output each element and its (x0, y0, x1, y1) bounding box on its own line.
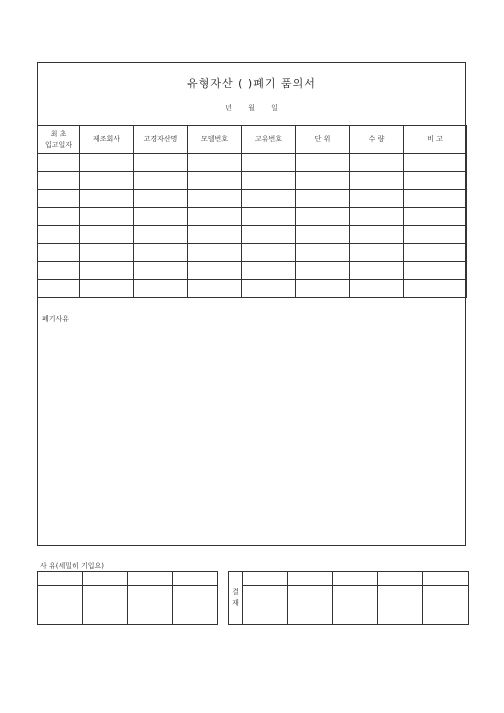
table-cell[interactable] (404, 190, 467, 208)
approval-cell (243, 586, 288, 625)
table-cell[interactable] (242, 190, 296, 208)
left-box-cell (173, 586, 218, 625)
table-cell[interactable] (80, 208, 134, 226)
column-header: 비 고 (404, 126, 467, 154)
table-cell[interactable] (296, 244, 350, 262)
form-frame (37, 62, 466, 546)
left-box-cell (38, 572, 83, 586)
table-cell[interactable] (404, 280, 467, 298)
table-cell[interactable] (296, 154, 350, 172)
approval-cell (288, 586, 333, 625)
table-cell[interactable] (404, 154, 467, 172)
column-header: 수 량 (350, 126, 404, 154)
table-cell[interactable] (188, 244, 242, 262)
table-row (38, 172, 467, 190)
table-cell[interactable] (296, 280, 350, 298)
table-cell[interactable] (188, 154, 242, 172)
table-cell[interactable] (404, 172, 467, 190)
column-header: 단 위 (296, 126, 350, 154)
table-cell[interactable] (80, 280, 134, 298)
table-header-row (38, 126, 467, 154)
footer-note: 사 유(세밀히 기입요) (40, 562, 105, 570)
approval-table (228, 571, 469, 625)
table-cell[interactable] (134, 208, 188, 226)
table-cell[interactable] (188, 262, 242, 280)
table-cell[interactable] (38, 244, 80, 262)
table-cell[interactable] (242, 154, 296, 172)
table-cell[interactable] (134, 280, 188, 298)
left-box-cell (83, 586, 128, 625)
table-cell[interactable] (296, 208, 350, 226)
table-cell[interactable] (242, 172, 296, 190)
left-box-table (37, 571, 218, 625)
approval-cell (423, 572, 469, 586)
table-cell[interactable] (296, 226, 350, 244)
table-cell[interactable] (80, 172, 134, 190)
table-cell[interactable] (350, 208, 404, 226)
table-cell[interactable] (80, 244, 134, 262)
table-cell[interactable] (38, 208, 80, 226)
table-cell[interactable] (134, 226, 188, 244)
approval-cell (378, 586, 423, 625)
table-cell[interactable] (38, 280, 80, 298)
table-row (38, 190, 467, 208)
approval-label: 결 재 (229, 572, 243, 625)
table-cell[interactable] (296, 172, 350, 190)
table-cell[interactable] (350, 172, 404, 190)
table-cell[interactable] (188, 190, 242, 208)
table-cell[interactable] (188, 208, 242, 226)
table-cell[interactable] (242, 262, 296, 280)
table-cell[interactable] (404, 208, 467, 226)
table-row (38, 208, 467, 226)
table-cell[interactable] (404, 262, 467, 280)
table-cell[interactable] (404, 226, 467, 244)
approval-cell (333, 572, 378, 586)
table-cell[interactable] (134, 172, 188, 190)
approval-cell (378, 572, 423, 586)
table-cell[interactable] (188, 226, 242, 244)
column-header: 모델번호 (188, 126, 242, 154)
table-cell[interactable] (350, 244, 404, 262)
left-box-cell (128, 586, 173, 625)
table-cell[interactable] (242, 226, 296, 244)
table-cell[interactable] (80, 262, 134, 280)
left-box-cell (173, 572, 218, 586)
table-cell[interactable] (350, 190, 404, 208)
approval-cell (288, 572, 333, 586)
left-box-cell (83, 572, 128, 586)
table-row (38, 226, 467, 244)
table-cell[interactable] (38, 226, 80, 244)
table-cell[interactable] (296, 262, 350, 280)
table-cell[interactable] (134, 190, 188, 208)
table-cell[interactable] (38, 172, 80, 190)
table-cell[interactable] (242, 280, 296, 298)
approval-cell (333, 586, 378, 625)
table-cell[interactable] (350, 262, 404, 280)
table-row (38, 244, 467, 262)
column-header: 최 초 입고일자 (38, 126, 80, 154)
table-row (38, 154, 467, 172)
table-cell[interactable] (134, 154, 188, 172)
table-cell[interactable] (404, 244, 467, 262)
asset-table (37, 125, 467, 298)
table-cell[interactable] (242, 208, 296, 226)
approval-cell (243, 572, 288, 586)
table-row (38, 280, 467, 298)
table-cell[interactable] (350, 226, 404, 244)
table-cell[interactable] (188, 280, 242, 298)
disposal-reason-label: 폐기사유 (42, 315, 70, 323)
table-cell[interactable] (242, 244, 296, 262)
table-cell[interactable] (350, 280, 404, 298)
table-cell[interactable] (134, 244, 188, 262)
table-cell[interactable] (188, 172, 242, 190)
table-cell[interactable] (296, 190, 350, 208)
date-line: 년 월 일 (225, 104, 278, 112)
table-cell[interactable] (38, 154, 80, 172)
table-cell[interactable] (38, 190, 80, 208)
column-header: 고경자산명 (134, 126, 188, 154)
table-cell[interactable] (38, 262, 80, 280)
document-title: 유형자산 ( )폐기 품의서 (187, 77, 316, 90)
table-cell[interactable] (80, 190, 134, 208)
table-cell[interactable] (80, 226, 134, 244)
table-cell[interactable] (134, 262, 188, 280)
left-box-cell (128, 572, 173, 586)
table-row (38, 262, 467, 280)
table-cell[interactable] (80, 154, 134, 172)
table-cell[interactable] (350, 154, 404, 172)
column-header: 제조회사 (80, 126, 134, 154)
column-header: 고유번호 (242, 126, 296, 154)
left-box-cell (38, 586, 83, 625)
approval-cell (423, 586, 469, 625)
